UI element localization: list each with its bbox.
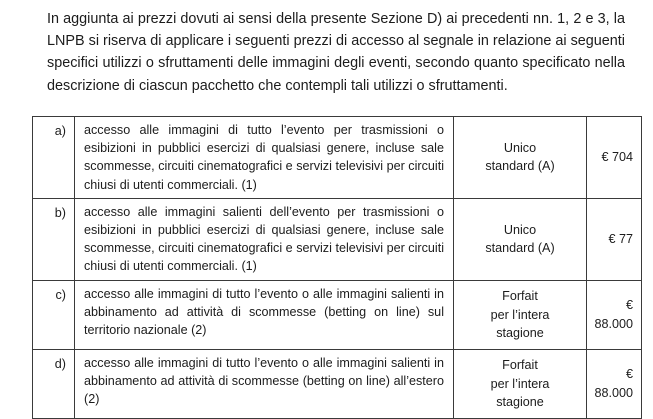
price-type-line: Forfait xyxy=(502,289,538,304)
row-price-type xyxy=(454,349,587,418)
row-letter: c) xyxy=(33,280,75,349)
row-description: accesso alle immagini di tutto l’evento o alle immagini salienti in abbinamento ad attività di scommesse (betting on line) all’estero (2) xyxy=(75,349,454,418)
row-price: € 88.000 xyxy=(587,349,642,418)
price-type-line: stagione xyxy=(496,394,544,409)
row-price-type xyxy=(454,280,587,349)
price-type-line: per l’intera xyxy=(490,376,550,391)
row-price: € 88.000 xyxy=(587,280,642,349)
row-description: accesso alle immagini di tutto l’evento per trasmissioni o esibizioni in pubblici esercizi di qualsiasi genere, incluse sale scommesse, circuiti cinematografici e servizi televisivi per circuiti chiusi di utenti commerciali. (1) xyxy=(75,117,454,199)
row-price: € 77 xyxy=(587,198,642,280)
price-type-line: Unico xyxy=(503,141,537,156)
row-price: € 704 xyxy=(587,117,642,199)
intro-paragraph: In aggiunta ai prezzi dovuti ai sensi della presente Sezione D) ai precedenti nn. 1, 2 e 3, la LNPB si riserva di applicare i seguenti prezzi di accesso al segnale in relazione ai seguenti specifici utilizzi o sfruttamenti delle immagini degli eventi, secondo quanto specificato nella descrizione di ciascun pacchetto che contempli tali utilizzi o sfruttamenti. xyxy=(47,11,625,94)
row-price-type xyxy=(454,198,587,280)
row-letter: a) xyxy=(33,117,75,199)
price-type-line: standard (A) xyxy=(485,159,555,174)
table-row xyxy=(33,198,642,280)
price-type-line: per l’intera xyxy=(490,307,550,322)
row-letter: d) xyxy=(33,349,75,418)
table-row xyxy=(33,349,642,418)
row-letter: b) xyxy=(33,198,75,280)
price-table xyxy=(32,116,642,419)
price-type-line: standard (A) xyxy=(485,241,555,256)
row-description: accesso alle immagini salienti dell’evento per trasmissioni o esibizioni in pubblici esercizi di qualsiasi genere, incluse sale scommesse, circuiti cinematografici e servizi televisivi per circuiti chiusi di utenti commerciali. (1) xyxy=(75,198,454,280)
price-type-line: Forfait xyxy=(502,358,538,373)
row-price-type xyxy=(454,117,587,199)
price-type-line: stagione xyxy=(496,325,544,340)
table-row xyxy=(33,280,642,349)
price-type-line: Unico xyxy=(503,223,537,238)
row-description: accesso alle immagini di tutto l’evento o alle immagini salienti in abbinamento ad attività di scommesse (betting on line) sul territorio nazionale (2) xyxy=(75,280,454,349)
table-row xyxy=(33,117,642,199)
